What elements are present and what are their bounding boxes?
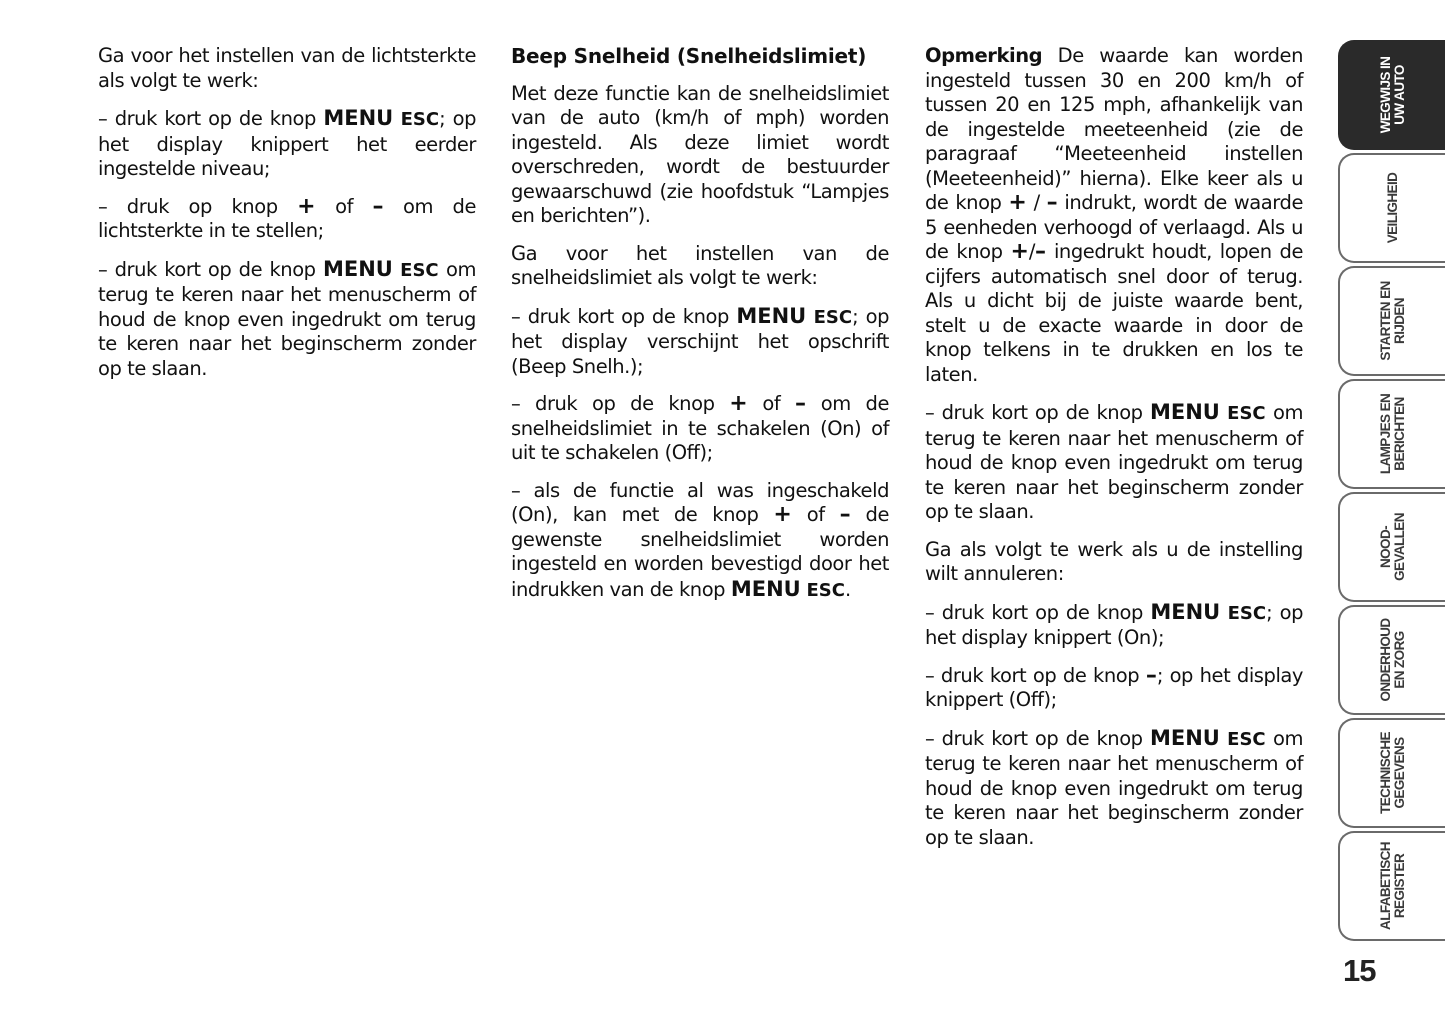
instruction-step: – druk kort op de knop MENU ESC; op het display verschijnt het opschrift (Beep Snelh.); <box>511 303 889 378</box>
instruction-step: – druk kort op de knop MENU ESC om terug te keren naar het menuscherm of houd de knop even ingedrukt om terug te keren naar het beginscherm zonder op te slaan. <box>925 400 1303 523</box>
tab-label: WEGWIJS IN UW AUTO <box>1377 56 1407 134</box>
tab-alfabetisch-register[interactable] <box>1338 831 1445 941</box>
paragraph: Ga voor het instellen van de lichtsterkte als volgt te werk: <box>98 44 476 92</box>
tab-label: LAMPJES EN BERICHTEN <box>1377 393 1407 475</box>
tab-wegwijs[interactable] <box>1338 40 1445 150</box>
tab-label: NOOD- GEVALLEN <box>1377 513 1407 581</box>
instruction-step: – druk kort op de knop MENU ESC om terug te keren naar het menuscherm of houd de knop even ingedrukt om terug te keren naar het beginscherm zonder op te slaan. <box>925 725 1303 849</box>
text-column-3 <box>925 44 1303 863</box>
tab-technische-gegevens[interactable] <box>1338 718 1445 828</box>
instruction-step: – als de functie al was ingeschakeld (On), kan met de knop + of – de gewenste snelheidslimiet worden ingesteld en worden bevestigd door het indrukken van de knop MENU ESC. <box>511 478 889 601</box>
tab-starten-en-rijden[interactable] <box>1338 266 1445 376</box>
tab-label: VEILIGHEID <box>1384 172 1400 244</box>
tab-lampjes-en-berichten[interactable] <box>1338 379 1445 489</box>
text-column-2 <box>511 44 889 616</box>
paragraph: Ga als volgt te werk als u de instelling wilt annuleren: <box>925 537 1303 585</box>
paragraph: Met deze functie kan de snelheidslimiet van de auto (km/h of mph) worden ingesteld. Als deze limiet wordt overschreden, wordt de bestuurder gewaarschuwd (zie hoofdstuk “Lampjes en berichten”). <box>511 81 889 227</box>
paragraph: Ga voor het instellen van de snelheidslimiet als volgt te werk: <box>511 241 889 289</box>
section-heading: Beep Snelheid (Snelheidslimiet) <box>511 44 867 68</box>
tab-label: ONDERHOUD EN ZORG <box>1377 618 1407 702</box>
tab-noodgevallen[interactable] <box>1338 492 1445 602</box>
instruction-step: – druk kort op de knop –; op het display knippert (Off); <box>925 662 1303 711</box>
tab-label: ALFABETISCH REGISTER <box>1377 842 1407 930</box>
chapter-tabs <box>1338 40 1445 945</box>
instruction-step: – druk kort op de knop MENU ESC; op het display knippert (On); <box>925 599 1303 649</box>
instruction-step: – druk op de knop + of – om de snelheidslimiet in te schakelen (On) of uit te schakelen (Off); <box>511 391 889 464</box>
instruction-step: – druk op knop + of – om de lichtsterkte in te stellen; <box>98 193 476 242</box>
instruction-step: – druk kort op de knop MENU ESC; op het display knippert het eerder ingestelde niveau; <box>98 106 476 180</box>
tab-onderhoud-en-zorg[interactable] <box>1338 605 1445 715</box>
instruction-step: – druk kort op de knop MENU ESC om terug te keren naar het menuscherm of houd de knop even ingedrukt om terug te keren naar het beginscherm zonder op te slaan. <box>98 256 476 380</box>
text-column-1 <box>98 44 476 394</box>
page-number: 15 <box>1343 953 1376 988</box>
tab-veiligheid[interactable] <box>1338 153 1445 263</box>
note-paragraph: Opmerking De waarde kan worden ingesteld tussen 30 en 200 km/h of tussen 20 en 125 mph, afhankelijk van de ingestelde meeteenheid (zie de paragraaf “Meeteenheid instellen (Meeteenheid)” hierna). Elke keer als u de knop + / – indrukt, wordt de waarde 5 eenheden verhoogd of verlaagd. Als u de knop +/– ingedrukt houdt, lopen de cijfers automatisch snel door of terug. Als u dicht bij de juiste waarde bent, stelt u de exacte waarde in door de knop telkens in te drukken en los te laten. <box>925 44 1304 386</box>
tab-label: TECHNISCHE GEGEVENS <box>1377 732 1407 814</box>
tab-label: STARTEN EN RIJDEN <box>1377 281 1407 361</box>
